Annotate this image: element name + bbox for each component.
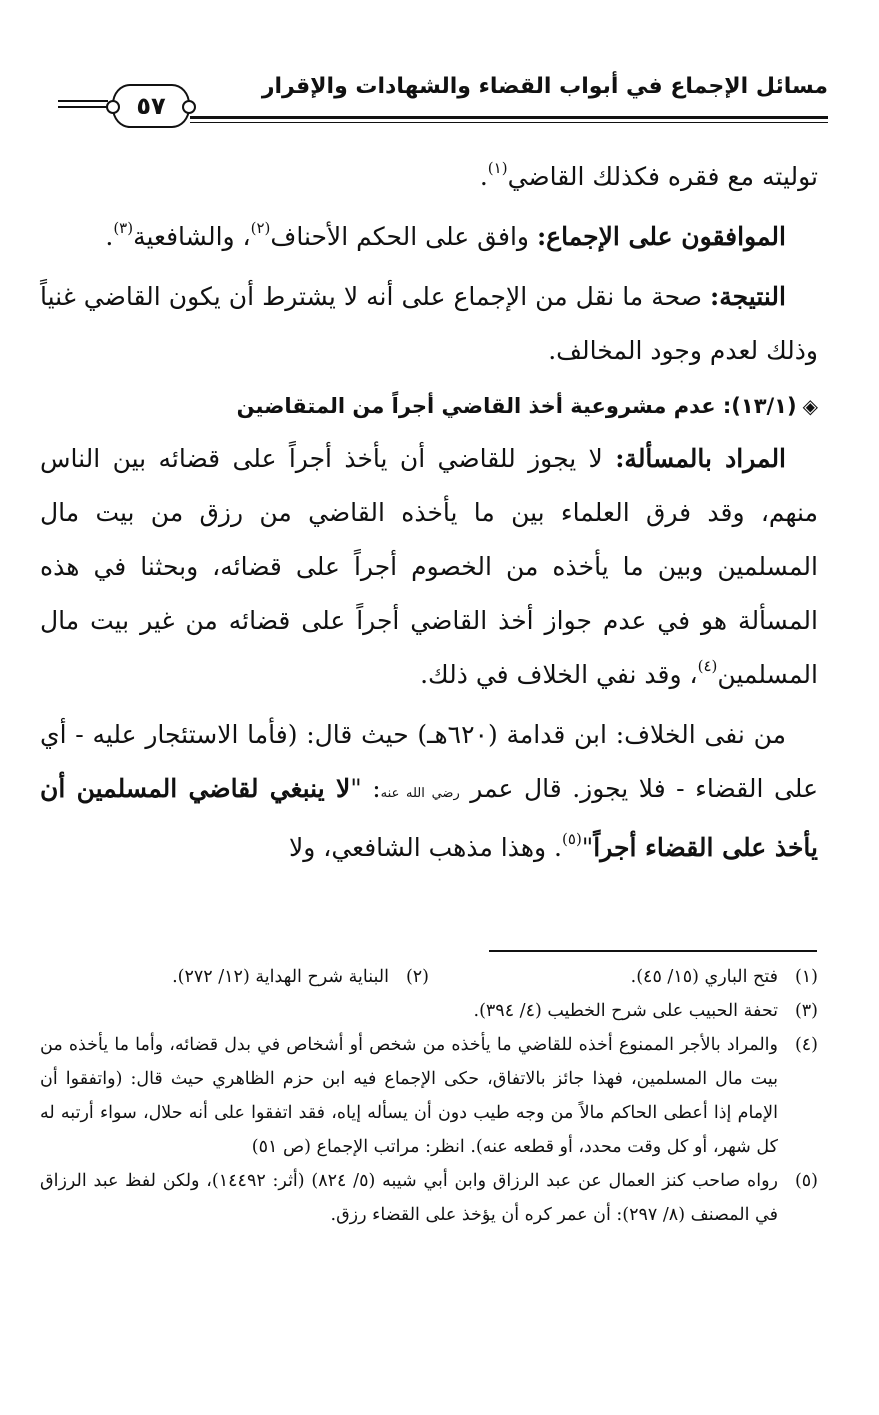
footnote-ref: (٢) — [250, 219, 271, 237]
page-number: ٥٧ — [112, 84, 190, 128]
footnote-separator — [489, 950, 817, 952]
paragraph-1 — [40, 150, 818, 204]
paragraph-agreeing — [40, 210, 818, 264]
paragraph-text: ، والشافعية — [133, 222, 251, 251]
footnote-text: البناية شرح الهداية (١٢/ ٢٧٢). — [172, 967, 389, 987]
footnote-1 — [429, 960, 818, 994]
header-title: مسائل الإجماع في أبواب القضاء والشهادات والإقرار — [261, 74, 828, 99]
header-rule — [190, 116, 828, 119]
paragraph-text: لا يجوز للقاضي أن يأخذ أجراً على قضائه بين الناس منهم، وقد فرق العلماء بين ما يأخذه القاضي من رزق من بيت مال المسلمين وبين ما يأخذه من الخصوم أجراً على قضائه، وبحثنا في هذه المسألة هو في عدم جواز أخذ القاضي أجراً على قضائه من غير بيت مال المسلمين — [40, 444, 818, 689]
footnote-text: رواه صاحب كنز العمال عن عبد الرزاق وابن أبي شيبه (٥/ ٨٢٤) (أثر: ١٤٤٩٢)، ولكن لفظ عبد الرزاق في المصنف (٨/ ٢٩٧): أن عمر كره أن يؤخذ على القضاء رزق. — [40, 1171, 778, 1225]
paragraph-end: . — [105, 222, 114, 251]
footnote-number: (٣) — [794, 1001, 818, 1021]
footnote-number: (٢) — [405, 967, 429, 987]
paragraph-meaning — [40, 432, 818, 702]
footnote-number: (٤) — [794, 1035, 818, 1055]
paragraph-text: توليته مع فقره فكذلك القاضي — [507, 162, 818, 191]
quoted-text: لا ينبغي لقاضي المسلمين أن يأخذ على القضاء أجراً — [40, 774, 818, 862]
diamond-bullet-icon: ◈ — [802, 394, 818, 418]
footnote-number: (٥) — [794, 1171, 818, 1191]
footnote-text: والمراد بالأجر الممنوع أخذه للقاضي ما يأخذه من شخص أو أشخاص في بدل قضائه، وأما ما يأخذه من بيت مال المسلمين، فهذا جائز بالاتفاق، حكى الإجماع فيه ابن حزم الظاهري حيث قال: (واتفقوا أن الإمام إذا أعطى الحاكم مالاً من وجه طيب دون أن يسأله إياه، فقد اتفقوا على أنه حلال، سواء أرتبه له كل شهر، أو كل وقت محدد، أو قطعه عنه). انظر: مراتب الإجماع (ص ٥١) — [40, 1035, 778, 1157]
footnote-ref: (٣) — [113, 219, 134, 237]
section-label-result: النتيجة: — [710, 282, 786, 311]
paragraph-end: . — [479, 162, 488, 191]
footnote-3 — [40, 994, 818, 1028]
footnote-row — [40, 960, 818, 994]
paragraph-result — [40, 270, 818, 378]
section-label-meaning: المراد بالمسألة: — [615, 444, 787, 473]
footnote-2 — [40, 960, 429, 994]
footnote-text: تحفة الحبيب على شرح الخطيب (٤/ ٣٩٤). — [473, 1001, 778, 1021]
footnote-number: (١) — [794, 967, 818, 987]
paragraph-end: ، وقد نفي الخلاف في ذلك. — [420, 660, 698, 689]
footnote-ref: (٥) — [562, 830, 582, 848]
quote-close: " — [581, 833, 594, 862]
header-ornament-lines — [58, 100, 108, 112]
footnotes — [40, 960, 818, 1232]
footnote-text: فتح الباري (١٥/ ٤٥). — [630, 967, 778, 987]
footnote-4 — [40, 1028, 818, 1164]
main-text — [40, 150, 818, 881]
header-rule-thin — [190, 122, 828, 123]
honorific: رضي الله عنه — [380, 786, 460, 801]
footnote-5 — [40, 1164, 818, 1232]
running-header — [58, 62, 828, 132]
quote-open: : " — [350, 774, 381, 803]
issue-heading — [40, 384, 818, 428]
footnote-ref: (١) — [487, 159, 508, 177]
paragraph-end: . وهذا مذهب الشافعي، ولا — [288, 833, 563, 862]
issue-heading-text: (١٣/١): عدم مشروعية أخذ القاضي أجراً من المتقاضين — [236, 394, 797, 418]
paragraph-text: صحة ما نقل من الإجماع على أنه لا يشترط أن يكون القاضي غنياً وذلك لعدم وجود المخالف. — [40, 282, 818, 365]
footnote-ref: (٤) — [697, 657, 718, 675]
paragraph-negation — [40, 708, 818, 875]
paragraph-text: من نفى الخلاف: ابن قدامة (٦٢٠هـ) حيث قال: (فأما الاستئجار عليه - أي على القضاء - فلا يجوز. قال عمر — [40, 720, 818, 803]
paragraph-text: وافق على الحكم الأحناف — [270, 222, 537, 251]
section-label-agreeing: الموافقون على الإجماع: — [536, 222, 786, 251]
